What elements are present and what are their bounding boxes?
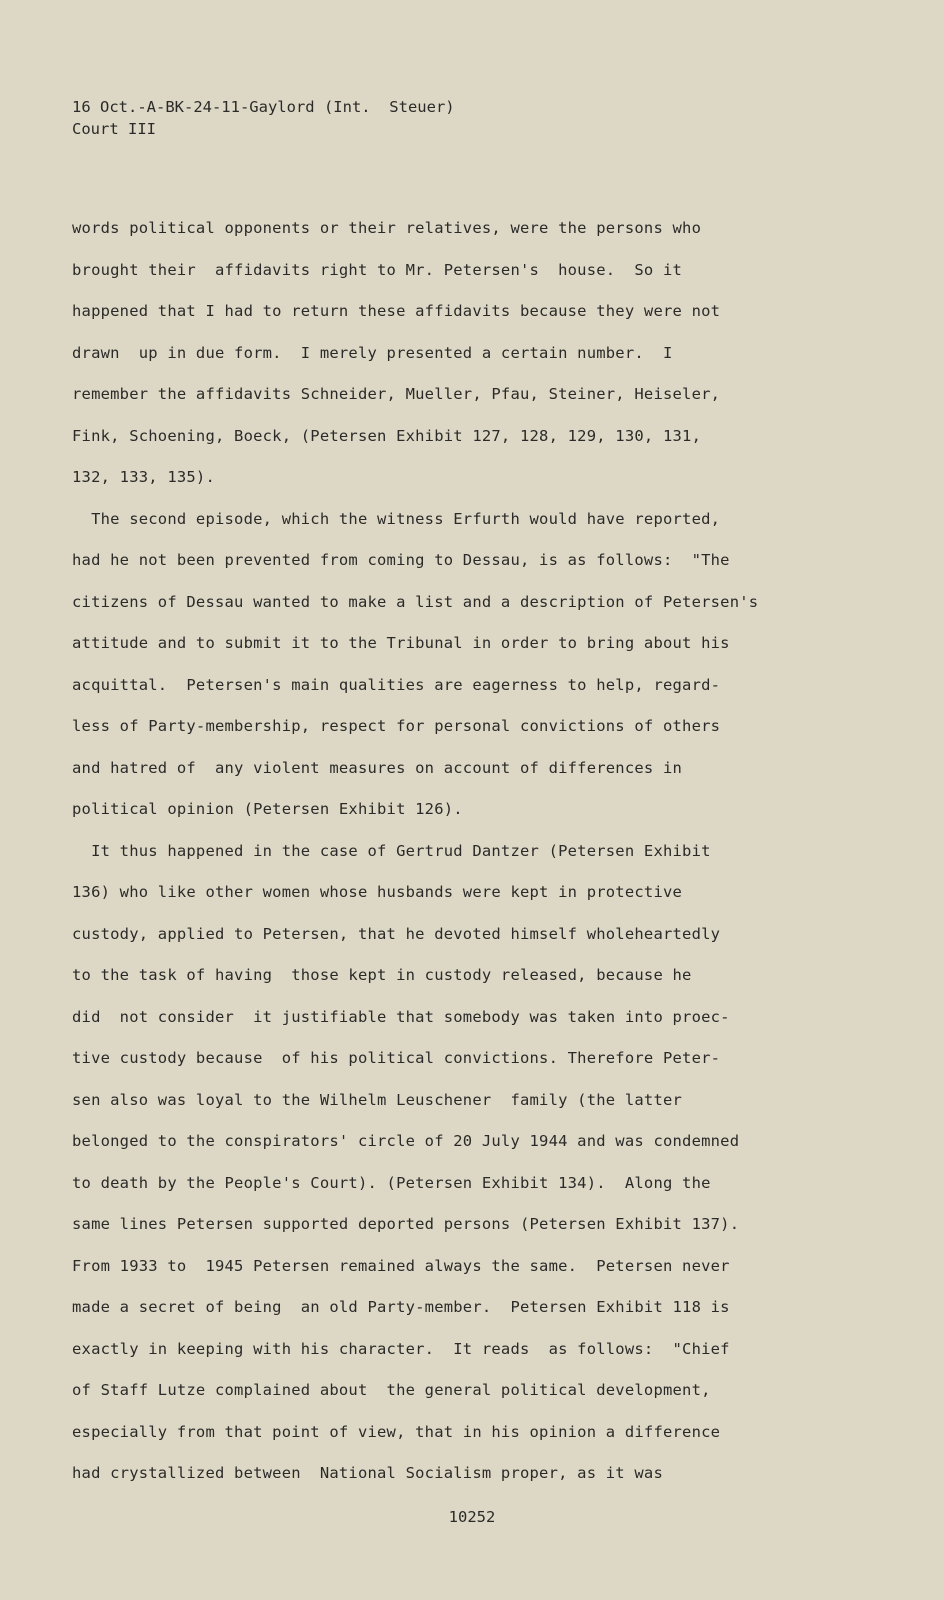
body-line: same lines Petersen supported deported persons (Petersen Exhibit 137). [72, 1215, 740, 1233]
body-line: to death by the People's Court). (Petersen Exhibit 134). Along the [72, 1173, 711, 1192]
body-line: especially from that point of view, that in his opinion a difference [72, 1422, 721, 1441]
body-line: had crystallized between National Socialism proper, as it was [72, 1464, 663, 1482]
body-line: remember the affidavits Schneider, Mueller, Pfau, Steiner, Heiseler, [72, 385, 721, 403]
body-line: made a secret of being an old Party-member. Petersen Exhibit 118 is [72, 1298, 730, 1316]
body-line: and hatred of any violent measures on account of differences in [72, 758, 683, 777]
body-line: custody, applied to Petersen, that he devoted himself wholeheartedly [72, 924, 721, 943]
body-line: From 1933 to 1945 Petersen remained always the same. Petersen never [72, 1256, 730, 1275]
document-body [72, 218, 812, 1505]
body-line: tive custody because of his political convictions. Therefore Peter- [72, 1049, 721, 1067]
body-line: drawn up in due form. I merely presented a certain number. I [72, 343, 673, 362]
body-line: exactly in keeping with his character. It reads as follows: "Chief [72, 1339, 730, 1358]
document-header [72, 96, 455, 140]
body-line: It thus happened in the case of Gertrud Dantzer (Petersen Exhibit [72, 841, 711, 860]
page-number: 10252 [448, 1508, 496, 1526]
body-line: less of Party-membership, respect for personal convictions of others [72, 717, 721, 735]
body-line: Fink, Schoening, Boeck, (Petersen Exhibit 127, 128, 129, 130, 131, [72, 426, 702, 445]
body-line: 136) who like other women whose husbands were kept in protective [72, 883, 683, 901]
body-line: acquittal. Petersen's main qualities are eagerness to help, regard- [72, 675, 721, 694]
body-line: belonged to the conspirators' circle of 20 July 1944 and was condemned [72, 1132, 740, 1150]
body-line: citizens of Dessau wanted to make a list and a description of Petersen's [72, 592, 759, 611]
body-line: did not consider it justifiable that somebody was taken into proec- [72, 1007, 730, 1026]
header-line-2: Court III [72, 120, 156, 138]
body-line: to the task of having those kept in custody released, because he [72, 966, 692, 984]
header-line-1: 16 Oct.-A-BK-24-11-Gaylord (Int. Steuer) [72, 98, 455, 116]
body-line: brought their affidavits right to Mr. Petersen's house. So it [72, 260, 683, 279]
body-line: had he not been prevented from coming to Dessau, is as follows: "The [72, 551, 730, 569]
body-line: words political opponents or their relatives, were the persons who [72, 219, 702, 237]
body-line: The second episode, which the witness Erfurth would have reported, [72, 509, 721, 528]
body-line: happened that I had to return these affidavits because they were not [72, 302, 721, 320]
body-line: 132, 133, 135). [72, 468, 215, 486]
body-line: sen also was loyal to the Wilhelm Leuschener family (the latter [72, 1090, 683, 1109]
body-line: of Staff Lutze complained about the general political development, [72, 1381, 711, 1399]
body-line: attitude and to submit it to the Tribunal in order to bring about his [72, 634, 730, 652]
body-line: political opinion (Petersen Exhibit 126). [72, 800, 463, 818]
